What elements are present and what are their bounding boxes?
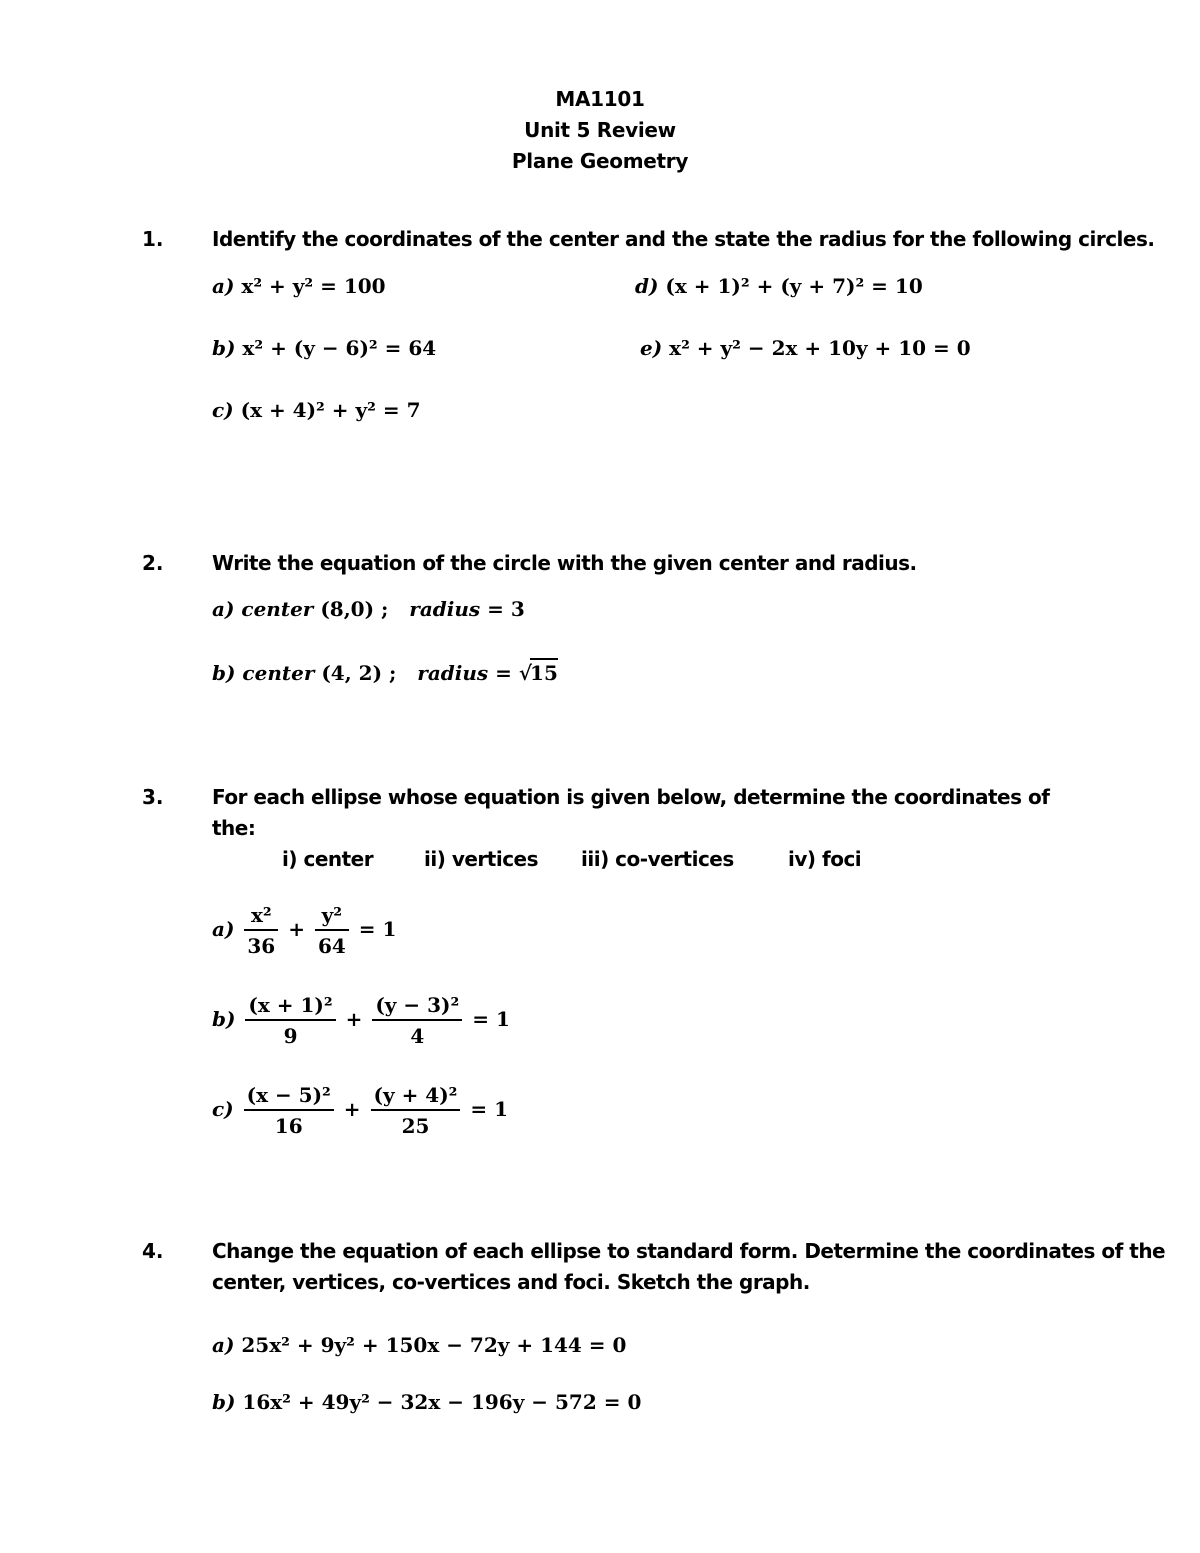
- q2-item-a-label: a): [212, 597, 235, 621]
- q1-item-a: [212, 274, 386, 298]
- q3-item-a-num1: x²: [244, 903, 278, 931]
- q4-item-a: [212, 1333, 626, 1357]
- q3-part-co-vertices: iii) co-vertices: [581, 847, 734, 871]
- q1-item-d-equation: (x + 1)² + (y + 7)² = 10: [665, 274, 923, 298]
- q1-item-e-label: e): [640, 336, 663, 360]
- q3-item-c-den1: 16: [274, 1114, 303, 1138]
- q2-item-b-center: (4, 2): [321, 661, 383, 685]
- q1-item-e: [640, 336, 971, 360]
- q3-item-a-den1: 36: [247, 934, 276, 958]
- q2-item-b-center-word: center: [242, 661, 315, 685]
- question-3-number: 3.: [142, 785, 164, 809]
- q3-item-c-den2: 25: [401, 1114, 430, 1138]
- q3-item-c-fraction-1: [244, 1083, 334, 1138]
- q1-item-a-label: a): [212, 274, 235, 298]
- question-2-number: 2.: [142, 551, 164, 575]
- q3-item-b-den2: 4: [410, 1024, 425, 1048]
- q3-item-c-fraction-2: [371, 1083, 461, 1138]
- q3-item-b-fraction-2: [372, 993, 462, 1048]
- q3-item-c-num1: (x − 5)²: [244, 1083, 334, 1111]
- q3-item-b-num2: (y − 3)²: [372, 993, 462, 1021]
- q3-item-b: b) $\frac{\text{(x + 1)²}}{9}$ + $\frac{\text{(y − 3)²}}{4}$ = 1: [212, 993, 510, 1048]
- q3-item-a-rhs: = 1: [358, 917, 397, 941]
- q3-item-a-num2: y²: [315, 903, 349, 931]
- q2-item-b: b) center (4, 2) ; radius = √15: [212, 661, 558, 685]
- q3-item-c-num2: (y + 4)²: [371, 1083, 461, 1111]
- q3-item-b-num1: (x + 1)²: [245, 993, 335, 1021]
- q4-item-b: [212, 1390, 641, 1414]
- q3-item-a: a) $\frac{\text{x²}}{36}$ + $\frac{\text{y²}}{64}$ = 1: [212, 903, 397, 958]
- q1-item-c: [212, 398, 420, 422]
- q3-item-c-rhs: = 1: [470, 1097, 509, 1121]
- q3-item-a-fraction-1: [244, 903, 278, 958]
- q2-item-a-center-word: center: [241, 597, 314, 621]
- topic-title: Plane Geometry: [511, 149, 689, 173]
- q3-item-b-den1: 9: [283, 1024, 298, 1048]
- q3-part-foci: iv) foci: [788, 847, 862, 871]
- q1-item-b: [212, 336, 436, 360]
- q2-item-a-radius-word: radius: [409, 597, 481, 621]
- q2-item-a: a) center (8,0) ; radius = 3: [212, 597, 525, 621]
- q2-item-b-radius: 15: [530, 658, 558, 685]
- question-4-text-line1: Change the equation of each ellipse to standard form. Determine the coordinates of the: [212, 1239, 1166, 1263]
- unit-title: Unit 5 Review: [524, 118, 676, 142]
- q1-item-b-equation: x² + (y − 6)² = 64: [242, 336, 437, 360]
- sqrt-icon: √: [518, 661, 533, 685]
- q3-item-b-label: b): [212, 1007, 236, 1031]
- q2-item-a-radius: 3: [510, 597, 525, 621]
- q3-item-b-fraction-1: [245, 993, 335, 1048]
- q1-item-c-equation: (x + 4)² + y² = 7: [240, 398, 421, 422]
- q3-item-c-label: c): [212, 1097, 234, 1121]
- question-3-text-line1: For each ellipse whose equation is given below, determine the coordinates of: [212, 785, 1050, 809]
- q3-item-a-label: a): [212, 917, 235, 941]
- question-4-text-line2: center, vertices, co-vertices and foci. Sketch the graph.: [212, 1270, 810, 1294]
- q4-item-b-label: b): [212, 1390, 236, 1414]
- q1-item-e-equation: x² + y² − 2x + 10y + 10 = 0: [669, 336, 971, 360]
- question-2-text: Write the equation of the circle with the given center and radius.: [212, 551, 917, 575]
- question-3-text-line2: the:: [212, 816, 256, 840]
- q4-item-a-equation: 25x² + 9y² + 150x − 72y + 144 = 0: [241, 1333, 627, 1357]
- q3-part-vertices: ii) vertices: [424, 847, 539, 871]
- q2-item-b-radius-word: radius: [417, 661, 489, 685]
- question-1-number: 1.: [142, 227, 164, 251]
- q3-item-a-fraction-2: [315, 903, 349, 958]
- q2-item-b-label: b): [212, 661, 236, 685]
- q3-item-b-rhs: = 1: [472, 1007, 510, 1031]
- q1-item-d-label: d): [635, 274, 659, 298]
- course-code: MA1101: [555, 87, 645, 111]
- question-4-number: 4.: [142, 1239, 164, 1263]
- q1-item-b-label: b): [212, 336, 236, 360]
- q1-item-d: [635, 274, 923, 298]
- q4-item-b-equation: 16x² + 49y² − 32x − 196y − 572 = 0: [242, 1390, 642, 1414]
- q2-item-a-center: (8,0): [320, 597, 375, 621]
- question-1-text: Identify the coordinates of the center and the state the radius for the following circles.: [212, 227, 1155, 251]
- q1-item-a-equation: x² + y² = 100: [241, 274, 386, 298]
- q1-item-c-label: c): [212, 398, 234, 422]
- q3-item-c: c) $\frac{\text{(x − 5)²}}{16}$ + $\frac{\text{(y + 4)²}}{25}$ = 1: [212, 1083, 509, 1138]
- q3-part-center: i) center: [282, 847, 374, 871]
- q4-item-a-label: a): [212, 1333, 235, 1357]
- q3-item-a-den2: 64: [317, 934, 346, 958]
